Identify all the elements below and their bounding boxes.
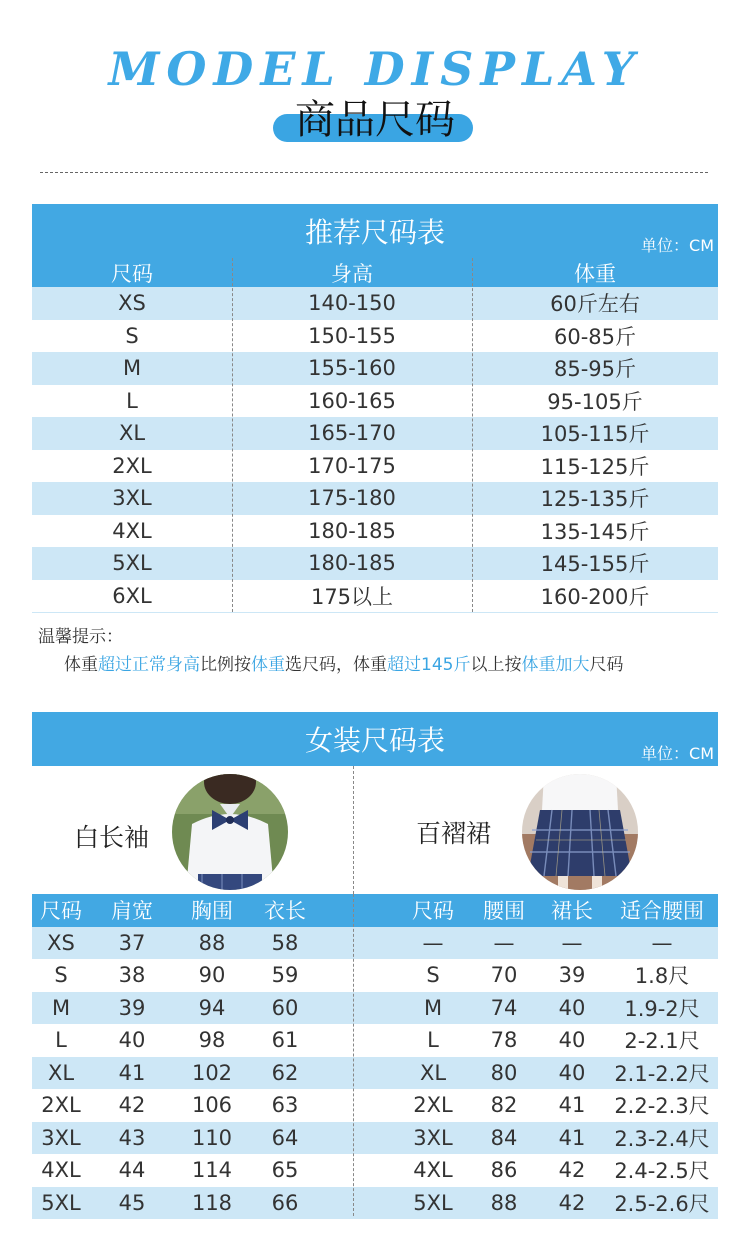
column-header: 适合腰围 [620, 899, 704, 924]
table-cell: 64 [271, 1125, 299, 1150]
table-cell: 3XL [413, 1125, 453, 1150]
table-cell: 2-2.1尺 [624, 1029, 700, 1054]
table-row [32, 1089, 718, 1122]
table-cell: 3XL [41, 1125, 81, 1150]
table-center-divider [353, 894, 354, 1216]
table-cell: XS [47, 930, 75, 955]
table-cell: 82 [490, 1093, 518, 1118]
table-cell: 2XL [413, 1093, 453, 1118]
womens-table [32, 894, 718, 1219]
table-cell: 4XL [112, 518, 152, 543]
table-cell: 106 [191, 1093, 233, 1118]
divider [40, 172, 708, 173]
table-cell: 1.9-2尺 [624, 996, 700, 1021]
recommended-banner [32, 204, 718, 258]
table-cell: 40 [558, 995, 586, 1020]
tip-label: 温馨提示： [38, 627, 123, 647]
table-cell: 170-175 [308, 453, 396, 478]
table-cell: 60斤左右 [550, 292, 640, 317]
table-cell: S [426, 963, 440, 988]
table-cell: L [427, 1028, 439, 1053]
title-en: MODEL DISPLAY [108, 42, 642, 96]
column-header: 尺码 [40, 899, 82, 924]
womens-unit: 单位：CM [641, 744, 714, 763]
table-row [32, 1057, 718, 1090]
table-row [32, 385, 718, 418]
shirt-label: 白长袖 [74, 823, 150, 852]
table-cell: 39 [118, 995, 146, 1020]
table-row [32, 417, 718, 450]
table-header-row [32, 894, 718, 927]
table-cell: 62 [271, 1060, 299, 1085]
product-divider [353, 766, 354, 894]
tip-part: 以上按 [470, 655, 522, 675]
table-cell: 175-180 [308, 486, 396, 511]
table-row [32, 1122, 718, 1155]
table-cell: 155-160 [308, 356, 396, 381]
table-row [32, 992, 718, 1025]
table-cell: — [561, 930, 583, 955]
tip-highlight: 超过正常身高 [98, 655, 200, 675]
table-cell: 80 [490, 1060, 518, 1085]
column-header: 体重 [574, 261, 616, 286]
table-cell: XL [47, 1060, 75, 1085]
table-cell: 114 [191, 1158, 233, 1183]
table-cell: 160-200斤 [540, 584, 650, 609]
table-row [32, 450, 718, 483]
table-cell: 40 [118, 1028, 146, 1053]
tip-highlight: 体重 [251, 655, 285, 675]
table-row [32, 482, 718, 515]
table-cell: 88 [490, 1190, 518, 1215]
column-header: 胸围 [191, 899, 233, 924]
table-cell: 42 [558, 1158, 586, 1183]
column-header: 裙长 [551, 899, 593, 924]
table-row [32, 959, 718, 992]
table-cell: — [651, 930, 673, 955]
table-cell: 102 [191, 1060, 233, 1085]
tip-highlight: 体重加大 [521, 655, 590, 675]
table-cell: L [126, 388, 138, 413]
table-cell: 2XL [41, 1093, 81, 1118]
tip-text [64, 650, 623, 675]
table-cell: 63 [271, 1093, 299, 1118]
table-cell: 86 [490, 1158, 518, 1183]
table-row [32, 927, 718, 960]
table-row [32, 547, 718, 580]
column-divider [232, 258, 233, 612]
column-header: 肩宽 [111, 899, 153, 924]
womens-title: 女装尺码表 [304, 724, 445, 757]
table-cell: 98 [198, 1028, 226, 1053]
tip-part: 选尺码，体重 [285, 655, 387, 675]
table-cell: 40 [558, 1028, 586, 1053]
table-cell: 61 [271, 1028, 299, 1053]
shirt-photo [172, 774, 288, 890]
table-cell: — [493, 930, 515, 955]
recommended-table [32, 258, 718, 612]
table-cell: 135-145斤 [540, 519, 650, 544]
table-header-row [32, 258, 718, 287]
table-cell: 90 [198, 963, 226, 988]
table-cell: 41 [118, 1060, 146, 1085]
table-cell: 84 [490, 1125, 518, 1150]
title-cn: 商品尺码 [295, 97, 455, 143]
table-cell: 37 [118, 930, 146, 955]
table-row [32, 1024, 718, 1057]
recommended-title: 推荐尺码表 [304, 216, 445, 249]
table-bottom-line [32, 612, 718, 613]
table-cell: 38 [118, 963, 146, 988]
table-cell: 5XL [413, 1190, 453, 1215]
table-cell: L [55, 1028, 67, 1053]
table-row [32, 352, 718, 385]
table-cell: M [122, 356, 142, 381]
table-row [32, 320, 718, 353]
table-cell: 45 [118, 1190, 146, 1215]
tip-part: 体重 [64, 655, 98, 675]
recommended-unit: 单位：CM [641, 236, 714, 255]
table-cell: XS [118, 291, 146, 316]
table-cell: 88 [198, 930, 226, 955]
table-cell: 42 [118, 1093, 146, 1118]
table-cell: 4XL [413, 1158, 453, 1183]
table-cell: 44 [118, 1158, 146, 1183]
table-cell: 60 [271, 995, 299, 1020]
column-header: 身高 [331, 261, 373, 286]
table-cell: 180-185 [308, 551, 396, 576]
table-cell: 70 [490, 963, 518, 988]
table-cell: 2.1-2.2尺 [614, 1061, 710, 1086]
table-cell: 165-170 [308, 421, 396, 446]
column-divider [472, 258, 473, 612]
table-cell: 66 [271, 1190, 299, 1215]
column-header: 尺码 [111, 261, 153, 286]
table-cell: 2.3-2.4尺 [614, 1126, 710, 1151]
table-cell: 145-155斤 [540, 552, 650, 577]
table-cell: 5XL [112, 551, 152, 576]
table-cell: 65 [271, 1158, 299, 1183]
table-cell: 6XL [112, 583, 152, 608]
table-cell: 42 [558, 1190, 586, 1215]
column-header: 衣长 [264, 899, 306, 924]
table-cell: 58 [271, 930, 299, 955]
table-cell: XL [419, 1060, 447, 1085]
table-cell: 160-165 [308, 388, 396, 413]
table-cell: 78 [490, 1028, 518, 1053]
table-cell: 74 [490, 995, 518, 1020]
table-cell: S [125, 323, 139, 348]
table-cell: S [54, 963, 68, 988]
column-header: 腰围 [483, 899, 525, 924]
table-cell: 2XL [112, 453, 152, 478]
table-cell: 85-95斤 [553, 357, 637, 382]
table-row [32, 287, 718, 320]
table-cell: 59 [271, 963, 299, 988]
table-cell: 41 [558, 1125, 586, 1150]
table-cell: 41 [558, 1093, 586, 1118]
womens-banner [32, 712, 718, 766]
tip-part: 比例按 [200, 655, 251, 675]
table-cell: M [51, 995, 71, 1020]
table-cell: 118 [191, 1190, 233, 1215]
column-header: 尺码 [412, 899, 454, 924]
tip-highlight: 超过145斤 [387, 655, 471, 675]
table-cell: 94 [198, 995, 226, 1020]
table-cell: 180-185 [308, 518, 396, 543]
table-cell: 115-125斤 [540, 454, 650, 479]
table-cell: 2.2-2.3尺 [614, 1094, 710, 1119]
table-cell: 1.8尺 [634, 964, 690, 989]
table-cell: 5XL [41, 1190, 81, 1215]
table-cell: — [422, 930, 444, 955]
table-cell: 2.5-2.6尺 [614, 1191, 710, 1216]
table-cell: 60-85斤 [553, 324, 637, 349]
skirt-photo [522, 774, 638, 890]
table-row [32, 515, 718, 548]
table-cell: 125-135斤 [540, 487, 650, 512]
table-cell: 105-115斤 [540, 422, 650, 447]
table-row [32, 580, 718, 613]
table-cell: 40 [558, 1060, 586, 1085]
table-row [32, 1154, 718, 1187]
table-cell: 110 [191, 1125, 233, 1150]
skirt-label: 百褶裙 [416, 819, 492, 848]
table-row [32, 1187, 718, 1220]
table-cell: 4XL [41, 1158, 81, 1183]
tip-part: 尺码 [589, 655, 624, 675]
table-cell: 3XL [112, 486, 152, 511]
table-cell: 150-155 [308, 323, 396, 348]
table-cell: M [423, 995, 443, 1020]
table-cell: 43 [118, 1125, 146, 1150]
table-cell: 175以上 [310, 584, 394, 609]
table-cell: 140-150 [308, 291, 396, 316]
table-cell: 95-105斤 [547, 389, 643, 414]
table-cell: XL [118, 421, 146, 446]
table-cell: 2.4-2.5尺 [614, 1159, 710, 1184]
table-cell: 39 [558, 963, 586, 988]
